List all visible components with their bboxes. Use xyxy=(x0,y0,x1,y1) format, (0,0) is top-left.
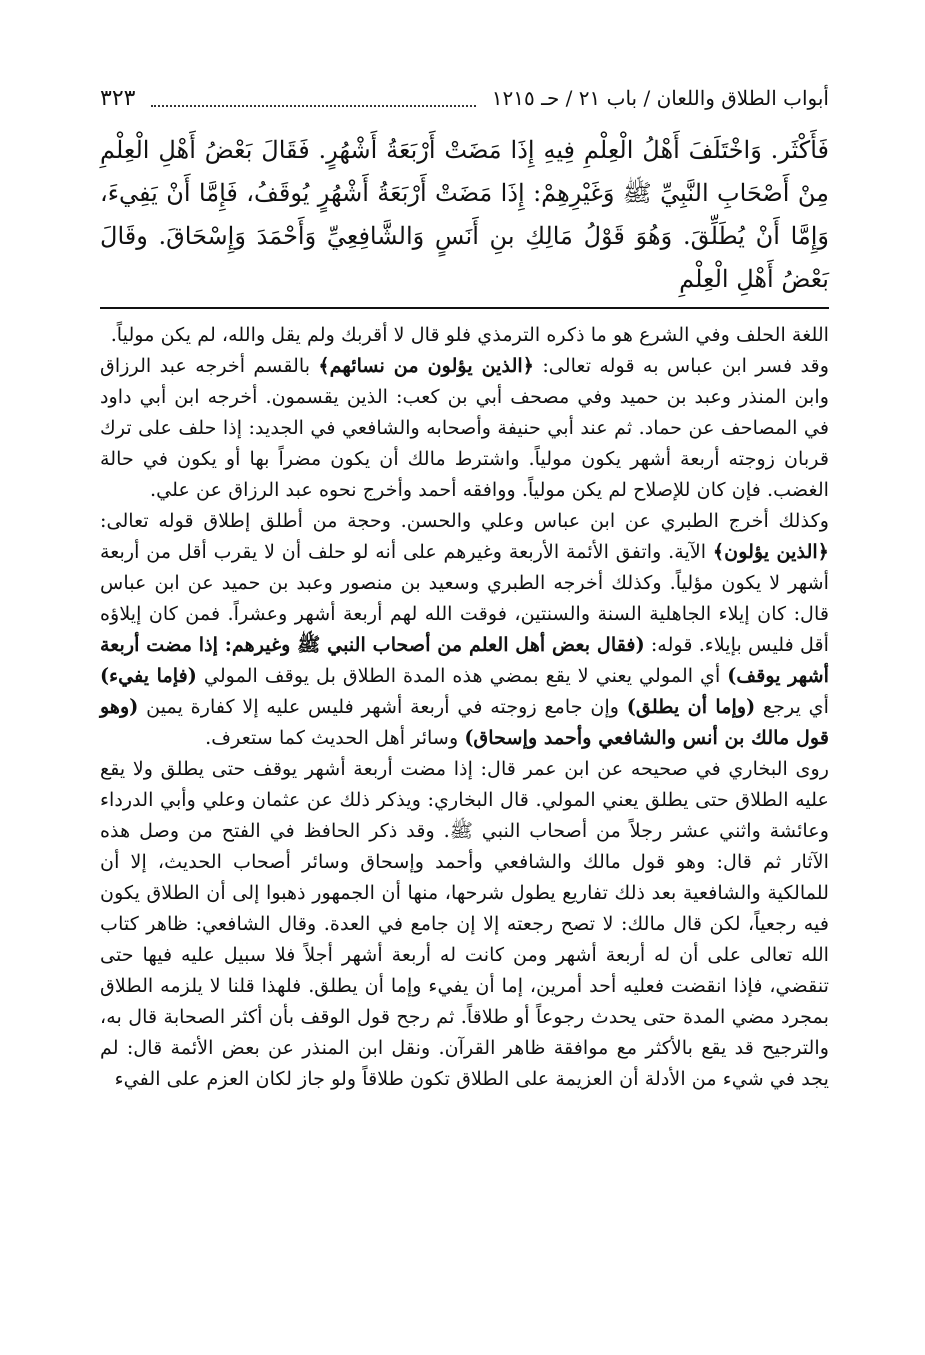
commentary-text: الآية. واتفق الأئمة الأربعة وغيرهم على أنه لو حلف أن لا يقرب أقل من أربعة أشهر لا يكون مؤلياً. وكذلك أخرجه الطبري وسعيد بن منصور وعبد بن حميد عن ابن عباس قال: كان إيلاء الجاهلية السنة والسنتين، فوقت الله لهم أربعة أشهر وعشراً. فمن كان إيلاؤه أقل فليس بإيلاء. قوله: xyxy=(100,540,829,656)
commentary-text: وقد فسر ابن عباس به قوله تعالى: xyxy=(534,354,829,377)
commentary-text: أي المولي يعني لا يقع بمضي هذه المدة الطلاق بل يوقف المولي xyxy=(196,664,728,687)
quran-quote: ﴿الذين يؤلون﴾ xyxy=(712,540,829,563)
commentary-text: وكذلك أخرج الطبري عن ابن عباس وعلي والحسن. وحجة من أطلق إطلاق قوله تعالى: xyxy=(100,509,829,532)
commentary-paragraph-2 xyxy=(100,350,829,505)
running-header xyxy=(100,84,829,113)
commentary-paragraph-3 xyxy=(100,505,829,753)
commentary-text: وسائر أهل الحديث كما ستعرف. xyxy=(205,726,465,749)
matn-quote: (فإما يفيء) xyxy=(100,664,197,687)
commentary-divider xyxy=(100,307,829,309)
commentary-paragraph-1: اللغة الحلف وفي الشرع هو ما ذكره الترمذي فلو قال لا أقربك ولم يقل والله، لم يكن مولياً. xyxy=(110,323,829,346)
hadith-paragraph: فَأَكْثَر. وَاخْتَلَفَ أَهْلُ الْعِلْمِ فِيهِ إِذَا مَضَتْ أَرْبَعَةُ أَشْهُرٍ. فَقَالَ بَعْضُ أَهْلِ الْعِلْمِ مِنْ أَصْحَابِ النَّبِيِّ ﷺ وَغَيْرِهِمْ: إِذَا مَضَتْ أَرْبَعَةُ أَشْهُرٍ يُوقَفُ، فَإِمَّا أَنْ يَفِيءَ، وَإِمَّا أَنْ يُطَلِّقَ. وَهُوَ قَوْلُ مَالِكِ بنِ أَنَسٍ وَالشَّافِعِيِّ وَأَحْمَدَ وَإِسْحَاقَ. وقَالَ بَعْضُ أَهْلِ الْعِلْمِ xyxy=(100,136,829,293)
commentary xyxy=(100,319,829,1094)
header-leader-dots xyxy=(151,91,475,107)
hadith-text xyxy=(100,129,829,301)
commentary-text: وإن جامع زوجته في أربعة أشهر فليس عليه إلا كفارة يمين xyxy=(138,695,627,718)
matn-quote: (وإما أن يطلق) xyxy=(626,695,756,718)
matn-quote: (وهو قول مالك بن أنس والشافعي وأحمد وإسحاق) xyxy=(100,695,829,749)
page-number: ٣٢٣ xyxy=(100,86,136,111)
commentary-text: بالقسم أخرجه عبد الرزاق وابن المنذر وعبد بن حميد وفي مصحف أبي بن كعب: الذين يقسمون. أخرجه ابن أبي داود في المصاحف عن حماد. ثم عند أبي حنيفة وأصحابه والشافعي في الجديد: إذا حلف على ترك قربان زوجته أربعة أشهر يكون مولياً. واشترط مالك أن يكون مضراً بها أو يكون في حالة الغضب. فإن كان للإصلاح لم يكن مولياً. ووافقه أحمد وأخرج نحوه عبد الرزاق عن علي. xyxy=(100,354,829,501)
matn-quote: (فقال بعض أهل العلم من أصحاب النبي ﷺ وغيرهم: إذا مضت أربعة أشهر يوقف) xyxy=(100,633,829,687)
commentary-text: أي يرجع xyxy=(755,695,829,718)
commentary-paragraph-4: روى البخاري في صحيحه عن ابن عمر قال: إذا مضت أربعة أشهر يوقف حتى يطلق ولا يقع عليه الطلاق حتى يطلق يعني المولي. قال البخاري: ويذكر ذلك عن عثمان وعلي وأبي الدرداء وعائشة واثني عشر رجلاً من أصحاب النبي ﷺ. وقد ذكر الحافظ في الفتح من وصل هذه الآثار ثم قال: وهو قول مالك والشافعي وأحمد وإسحاق وسائر أصحاب الحديث، إلا أن للمالكية والشافعية بعد ذلك تفاريع يطول شرحها، منها أن الجمهور ذهبوا إلى أن الطلاق يكون فيه رجعياً، لكن قال مالك: لا تصح رجعته إلا إن جامع في العدة. وقال الشافعي: ظاهر كتاب الله تعالى على أن له أربعة أشهر ومن كانت له أربعة أشهر أجلاً فلا سبيل عليه فيها حتى تنقضي، فإذا انقضت فعليه أحد أمرين، إما أن يفيء وإما أن يطلق. فلهذا قلنا لا يلزمه الطلاق بمجرد مضي المدة حتى يحدث رجوعاً أو طلاقاً. ثم رجح قول الوقف بأن أكثر الصحابة قال به، والترجيح قد يقع بالأكثر مع موافقة ظاهر القرآن. ونقل ابن المنذر عن بعض الأئمة قال: لم يجد في شيء من الأدلة أن العزيمة على الطلاق تكون طلاقاً ولو جاز لكان العزم على الفيء xyxy=(100,757,829,1090)
header-title: أبواب الطلاق واللعان / باب ٢١ / حـ ١٢١٥ xyxy=(491,86,829,110)
quran-quote: ﴿الذين يؤلون من نسائهم﴾ xyxy=(318,354,535,377)
